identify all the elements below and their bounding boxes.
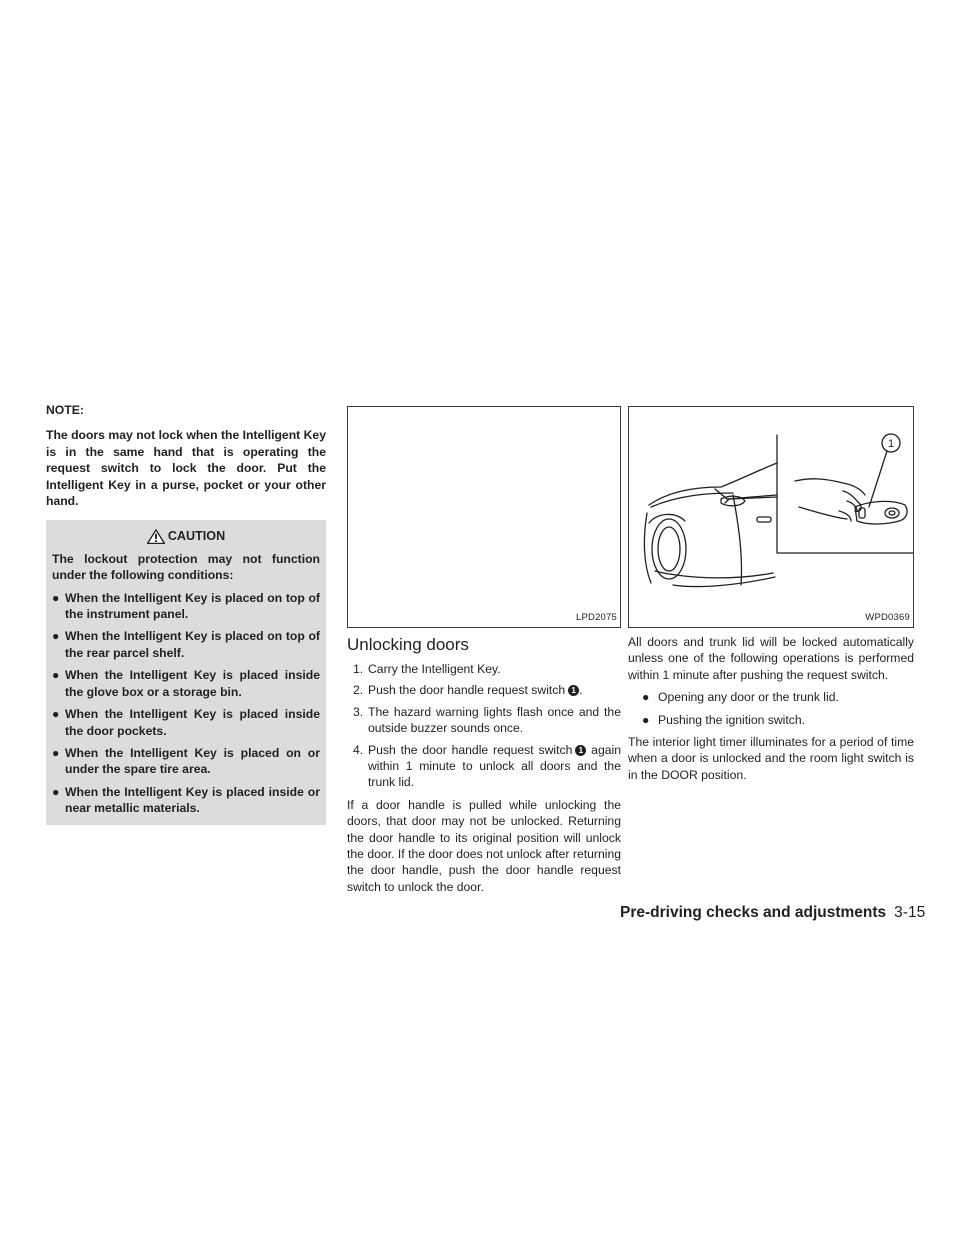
list-item: ● When the Intelligent Key is placed inside or near metallic materials.	[52, 784, 320, 816]
list-item: 4. Push the door handle request switch 1 again within 1 minute to unlock all doors and the trunk lid.	[353, 742, 621, 790]
unlock-paragraph: If a door handle is pulled while unlocking the doors, that door may not be unlocked. Returning the door handle to its original position will unlock the door. If the door does not unlock after returning the door handle, push the door handle request switch to unlock the door.	[347, 797, 621, 894]
bullet-icon: ●	[642, 690, 650, 705]
bullet-icon: ●	[52, 629, 60, 644]
right-column	[628, 406, 914, 783]
callout-number: 1	[887, 438, 895, 450]
page-footer	[620, 904, 926, 922]
list-item: ● When the Intelligent Key is placed on or under the spare tire area.	[52, 745, 320, 777]
section-heading: Unlocking doors	[347, 635, 469, 654]
callout-1-icon: 1	[568, 685, 579, 696]
interior-light-paragraph: The interior light timer illuminates for a period of time when a door is unlocked and the room light switch is in the DOOR position.	[628, 735, 914, 782]
list-item: ● When the Intelligent Key is placed on top of the rear parcel shelf.	[52, 629, 320, 660]
figure-wpd0369	[628, 406, 914, 628]
list-item: 1. Carry the Intelligent Key.	[353, 662, 501, 676]
list-item: ● Opening any door or the trunk lid.	[642, 690, 839, 705]
list-item: ● Pushing the ignition switch.	[642, 712, 806, 727]
caution-box	[46, 520, 326, 824]
list-item: ● When the Intelligent Key is placed inside the glove box or a storage bin.	[52, 668, 320, 699]
page-number: 3-15	[894, 904, 926, 921]
auto-lock-paragraph: All doors and trunk lid will be locked automatically unless one of the following operations is performed within 1 minute after pushing the request switch.	[628, 635, 914, 682]
list-item: ● When the Intelligent Key is placed on top of the instrument panel.	[52, 590, 320, 622]
caution-title	[52, 528, 320, 544]
bullet-icon: ●	[642, 712, 650, 727]
note-heading: NOTE:	[46, 403, 84, 417]
figure-lpd2075	[347, 406, 621, 628]
operations-list	[628, 689, 914, 728]
footer-section: Pre-driving checks and adjustments	[620, 904, 887, 921]
callout-1-icon: 1	[575, 745, 586, 756]
unlock-steps	[347, 661, 621, 791]
door-handle-illustration	[629, 407, 913, 627]
bullet-icon: ●	[52, 745, 60, 760]
bullet-icon: ●	[52, 784, 60, 799]
warning-triangle-icon	[147, 529, 165, 544]
bullet-icon: ●	[52, 590, 60, 605]
note-body: The doors may not lock when the Intelligent Key is in the same hand that is operating the request switch to lock the door. Put the Intelligent Key in a purse, pocket or your other hand.	[46, 428, 326, 509]
bullet-icon: ●	[52, 707, 60, 722]
list-item: 2. Push the door handle request switch 1 .	[353, 683, 583, 698]
list-item: 3. The hazard warning lights flash once and the outside buzzer sounds once.	[353, 704, 621, 736]
left-column	[46, 402, 326, 825]
middle-column	[347, 406, 621, 895]
figure-code: LPD2075	[575, 611, 617, 623]
caution-label: CAUTION	[167, 529, 226, 544]
bullet-icon: ●	[52, 668, 60, 683]
figure-code: WPD0369	[865, 611, 910, 623]
caution-intro: The lockout protection may not function under the following conditions:	[52, 551, 320, 583]
caution-list	[52, 590, 320, 817]
list-item: ● When the Intelligent Key is placed inside the door pockets.	[52, 707, 320, 738]
